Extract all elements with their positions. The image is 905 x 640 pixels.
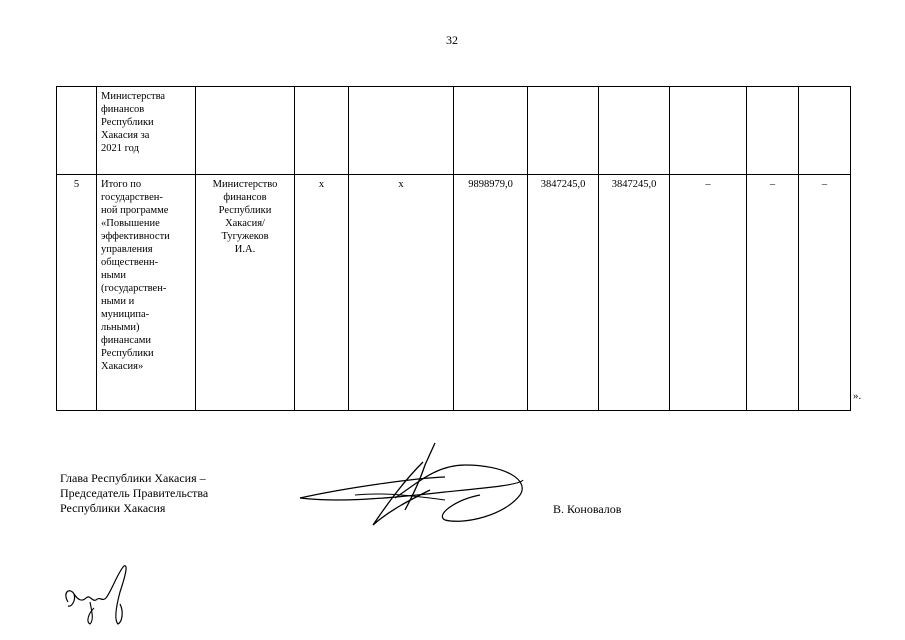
table-cell: [349, 87, 454, 175]
table-cell: [670, 87, 747, 175]
table-cell: [599, 87, 670, 175]
table-cell: [747, 87, 799, 175]
table-cell-amount: 3847245,0: [528, 175, 599, 411]
table-cell-name: Итого по государствен- ной программе «Повышение эффективности управления общественн- ными (государствен- ными и муниципа- льными) финансами Республики Хакасия»: [97, 175, 196, 411]
table-cell: [454, 87, 528, 175]
table-cell: [295, 87, 349, 175]
table-cell: –: [670, 175, 747, 411]
signatory-title: Глава Республики Хакасия – Председатель Правительства Республики Хакасия: [60, 471, 209, 515]
table-cell-number: [57, 87, 97, 175]
table-cell: х: [349, 175, 454, 411]
signatory-name: В. Коновалов: [553, 502, 622, 516]
table-cell-name: Министерства финансов Республики Хакасия за 2021 год: [97, 87, 196, 175]
closing-quote: ».: [853, 390, 862, 402]
table-cell-amount: 9898979,0: [454, 175, 528, 411]
table-cell-responsible: [196, 87, 295, 175]
table-cell: –: [747, 175, 799, 411]
table-cell: –: [799, 175, 851, 411]
table-cell: х: [295, 175, 349, 411]
table-row: [57, 175, 851, 411]
table-cell-responsible: Министерство финансов Республики Хакасия/ Тугужеков И.А.: [196, 175, 295, 411]
page-number: 32: [446, 33, 458, 47]
initials-signature-image: [60, 562, 135, 627]
budget-table: [56, 86, 851, 411]
table-row: [57, 87, 851, 175]
table-cell: [799, 87, 851, 175]
table-cell: [528, 87, 599, 175]
table-cell-amount: 3847245,0: [599, 175, 670, 411]
signature-image: [295, 440, 530, 530]
table-cell-number: 5: [57, 175, 97, 411]
